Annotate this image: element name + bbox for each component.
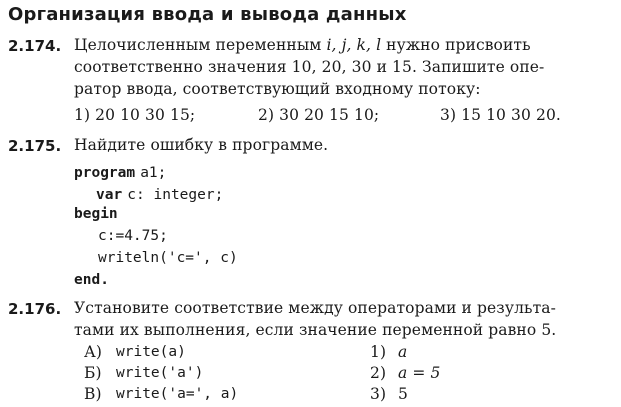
match-left-label-c: В) [84, 385, 102, 403]
problem-2-174-vars: i, j, k, l [326, 36, 382, 54]
problem-2-174-line3: ратор ввода, соответствующий входному потоку: [74, 80, 481, 98]
match-right-label-1: 1) [370, 343, 387, 361]
problem-number-2-175: 2.175. [8, 137, 62, 155]
match-right-label-3: 3) [370, 385, 387, 403]
keyword-begin: begin [74, 206, 118, 222]
match-right-value-3: 5 [398, 385, 408, 403]
match-left-label-b: Б) [84, 364, 102, 382]
problem-2-176-line2: тами их выполнения, если значение переменной равно 5. [74, 321, 557, 339]
var-declaration: c: integer; [127, 187, 224, 203]
program-name: a1; [140, 165, 167, 181]
problem-2-174-line2: соответственно значения 10, 20, 30 и 15. Запишите опе- [74, 58, 545, 76]
problem-2-174-line1-a: Целочисленным переменным [74, 36, 322, 54]
match-right-value-2: a = 5 [398, 364, 441, 382]
code-line-assign: c:=4.75; [98, 228, 168, 244]
match-left-code-a: write(a) [116, 344, 186, 360]
keyword-var: var [96, 187, 123, 203]
problem-2-174-line1-b: нужно присвоить [386, 36, 531, 54]
problem-2-176-line1: Установите соответствие между операторами и результа- [74, 299, 556, 317]
problem-2-174-option-1: 1) 20 10 30 15; [74, 106, 196, 124]
problem-2-174-option-3: 3) 15 10 30 20. [440, 106, 561, 124]
keyword-end: end. [74, 272, 109, 288]
code-line-writeln: writeln('c=', c) [98, 250, 238, 266]
problem-2-175-text: Найдите ошибку в программе. [74, 136, 329, 154]
match-left-label-a: А) [84, 343, 102, 361]
code-line-program [74, 162, 166, 181]
match-left-code-b: write('a') [116, 365, 204, 381]
keyword-program: program [74, 165, 136, 181]
code-line-var [96, 184, 223, 203]
problem-number-2-176: 2.176. [8, 300, 62, 318]
match-right-label-2: 2) [370, 364, 387, 382]
section-title: Организация ввода и вывода данных [8, 4, 407, 25]
problem-2-174-line1 [74, 36, 531, 54]
match-right-value-1: a [398, 343, 408, 361]
match-left-code-c: write('a=', a) [116, 386, 239, 402]
problem-number-2-174: 2.174. [8, 37, 62, 55]
problem-2-174-option-2: 2) 30 20 15 10; [258, 106, 380, 124]
